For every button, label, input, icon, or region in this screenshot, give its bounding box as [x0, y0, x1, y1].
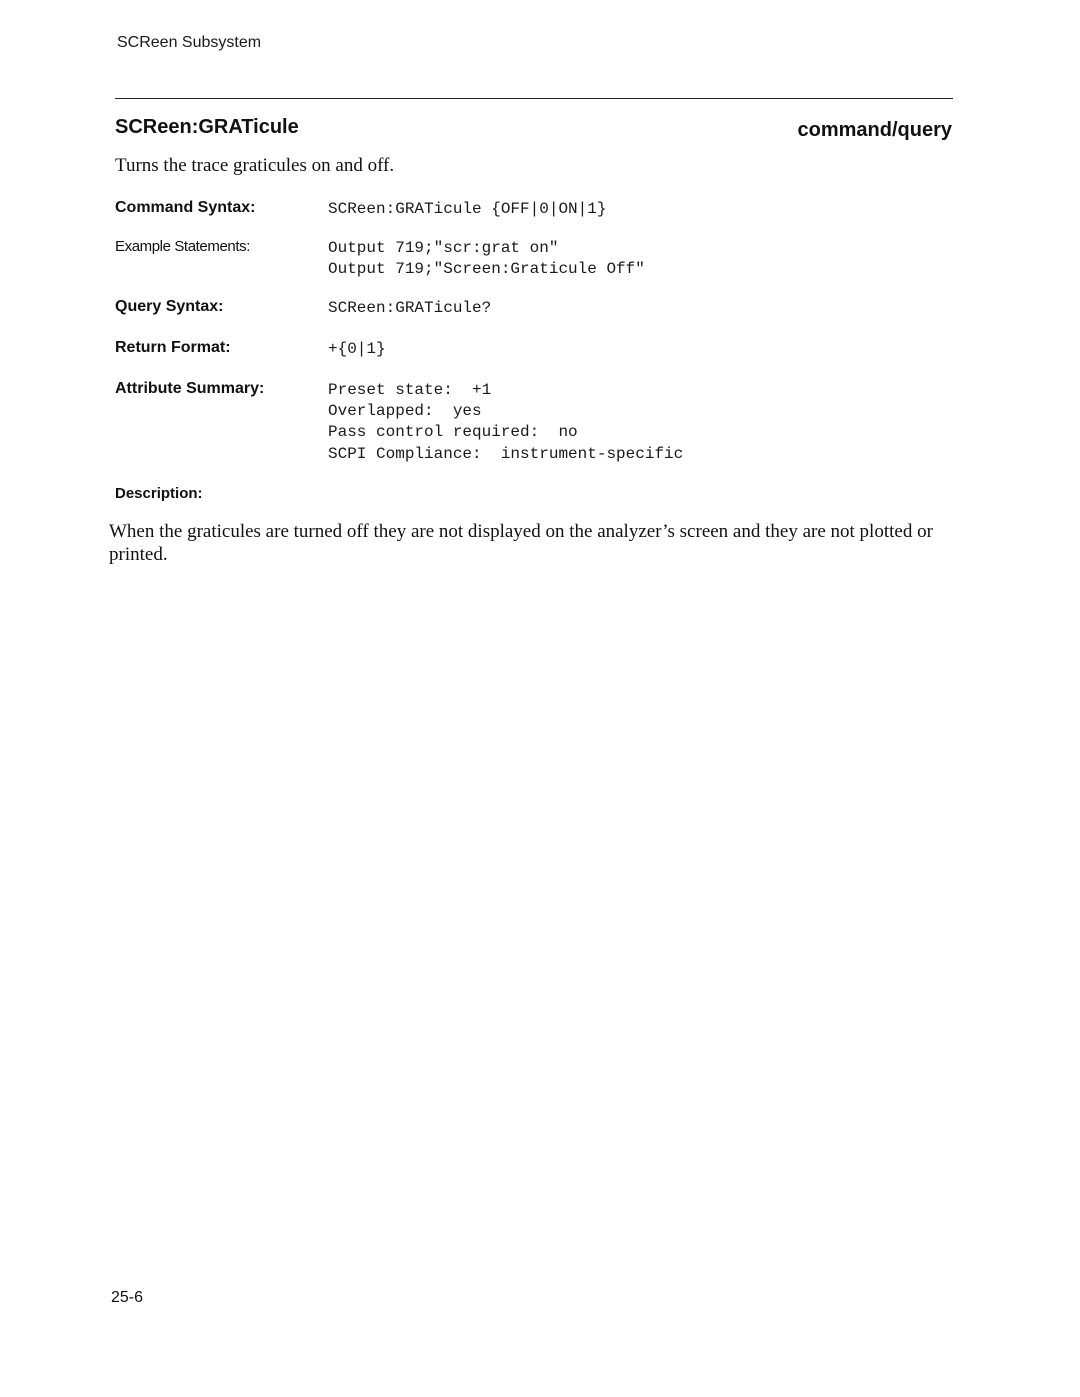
- command-syntax-value: SCReen:GRATicule {OFF|0|ON|1}: [328, 200, 607, 218]
- command-summary: Turns the trace graticules on and off.: [115, 155, 395, 176]
- attribute-scpi-compliance: SCPI Compliance: instrument-specific: [328, 445, 684, 463]
- command-syntax-label: Command Syntax:: [115, 199, 256, 216]
- attribute-summary-label: Attribute Summary:: [115, 380, 265, 397]
- example-statements-label: Example Statements:: [115, 238, 250, 255]
- return-format-value: +{0|1}: [328, 340, 386, 358]
- attribute-preset-state: Preset state: +1: [328, 381, 492, 399]
- page-number: 25-6: [111, 1289, 144, 1306]
- example-statement-2: Output 719;"Screen:Graticule Off": [328, 260, 645, 278]
- return-format-label: Return Format:: [115, 339, 231, 356]
- command-kind: command/query: [797, 119, 952, 141]
- query-syntax-label: Query Syntax:: [115, 298, 224, 315]
- description-text: When the graticules are turned off they are not displayed on the analyzer’s screen and they are not plotted or printed.: [109, 521, 933, 565]
- description-label: Description:: [115, 485, 203, 502]
- attribute-pass-control: Pass control required: no: [328, 423, 578, 441]
- header-rule: [115, 98, 953, 99]
- running-header: SCReen Subsystem: [117, 34, 262, 51]
- command-title: SCReen:GRATicule: [115, 116, 299, 138]
- attribute-overlapped: Overlapped: yes: [328, 402, 482, 420]
- query-syntax-value: SCReen:GRATicule?: [328, 299, 492, 317]
- example-statement-1: Output 719;"scr:grat on": [328, 239, 559, 257]
